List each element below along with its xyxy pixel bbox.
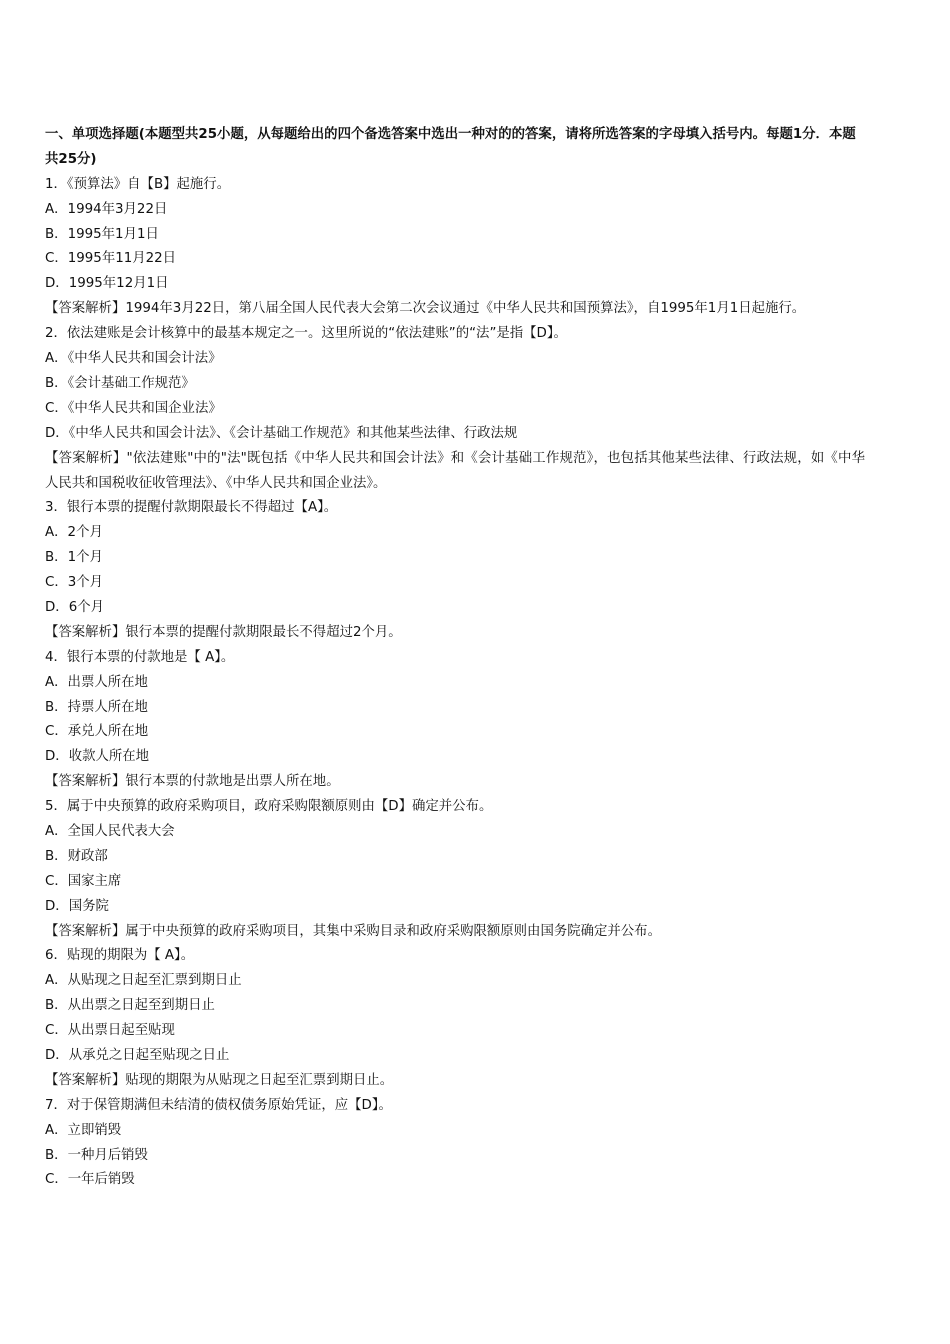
option-d: D．6个月 (45, 600, 105, 615)
option-c: C．3个月 (45, 575, 104, 591)
option-a: A．2个月 (45, 525, 103, 541)
option-d: D．《中华人民共和国会计法》、《会计基础工作规范》和其他某些法律、行政法规 (45, 425, 518, 441)
question-stem: 5．属于中央预算的政府采购项目，政府采购限额原则由【D】确定并公布。 (45, 799, 493, 815)
option-a: A．出票人所在地 (45, 674, 148, 690)
question-stem: 3．银行本票的提醒付款期限最长不得超过【A】。 (45, 500, 338, 516)
option-c: C．1995年11月22日 (45, 251, 177, 267)
question-stem: 2．依法建账是会计核算中的最基本规定之一。这里所说的“依法建账”的“法”是指【D】。 (45, 326, 567, 342)
option-c: C．国家主席 (45, 873, 122, 889)
section-title: 一、单项选择题(本题型共25小题，从每题给出的四个备选答案中选出一种对的的答案，请将所选答案的字母填入括号内。每题1分．本题共25分) (45, 127, 856, 167)
option-b: B．1995年1月1日 (45, 226, 159, 242)
option-a: A．1994年3月22日 (45, 201, 168, 217)
question-stem: 1．《预算法》自【B】起施行。 (45, 176, 231, 192)
option-b: B．财政部 (45, 848, 108, 864)
answer-analysis: 【答案解析】属于中央预算的政府采购项目，其集中采购目录和政府采购限额原则由国务院确定并公布。 (45, 923, 661, 939)
answer-analysis: 【答案解析】1994年3月22日，第八届全国人民代表大会第二次会议通过《中华人民共和国预算法》，自1995年1月1日起施行。 (45, 301, 806, 317)
answer-analysis: 【答案解析】银行本票的付款地是出票人所在地。 (45, 774, 340, 790)
question-stem: 4．银行本票的付款地是【 A】。 (45, 649, 235, 665)
option-b: B．持票人所在地 (45, 699, 148, 715)
option-b: B．一种月后销毁 (45, 1147, 148, 1163)
option-a: A．《中华人民共和国会计法》 (45, 351, 222, 367)
option-b: B．从出票之日起至到期日止 (45, 998, 215, 1014)
option-d: D．国务院 (45, 898, 109, 914)
question-stem: 6．贴现的期限为【 A】。 (45, 948, 195, 964)
option-a: A．全国人民代表大会 (45, 824, 175, 840)
option-c: C．一年后销毁 (45, 1172, 135, 1188)
option-a: A．从贴现之日起至汇票到期日止 (45, 973, 242, 989)
option-d: D．从承兑之日起至贴现之日止 (45, 1048, 230, 1064)
question-stem: 7．对于保管期满但未结清的债权债务原始凭证，应【D】。 (45, 1097, 392, 1113)
option-c: C．《中华人民共和国企业法》 (45, 400, 222, 416)
option-c: C．承兑人所在地 (45, 724, 149, 740)
answer-analysis: 【答案解析】"依法建账"中的"法"既包括《中华人民共和国会计法》和《会计基础工作规范》，也包括其他某些法律、行政法规，如《中华人民共和国税收征收管理法》、《中华人民共和国企业法》。 (45, 450, 865, 491)
option-d: D．收款人所在地 (45, 749, 150, 765)
option-b: B．《会计基础工作规范》 (45, 375, 195, 391)
answer-analysis: 【答案解析】贴现的期限为从贴现之日起至汇票到期日止。 (45, 1072, 394, 1088)
document-body (45, 123, 865, 1193)
option-c: C．从出票日起至贴现 (45, 1023, 175, 1039)
answer-analysis: 【答案解析】银行本票的提醒付款期限最长不得超过2个月。 (45, 624, 402, 640)
option-a: A．立即销毁 (45, 1122, 122, 1138)
option-b: B．1个月 (45, 550, 103, 566)
option-d: D．1995年12月1日 (45, 276, 169, 292)
